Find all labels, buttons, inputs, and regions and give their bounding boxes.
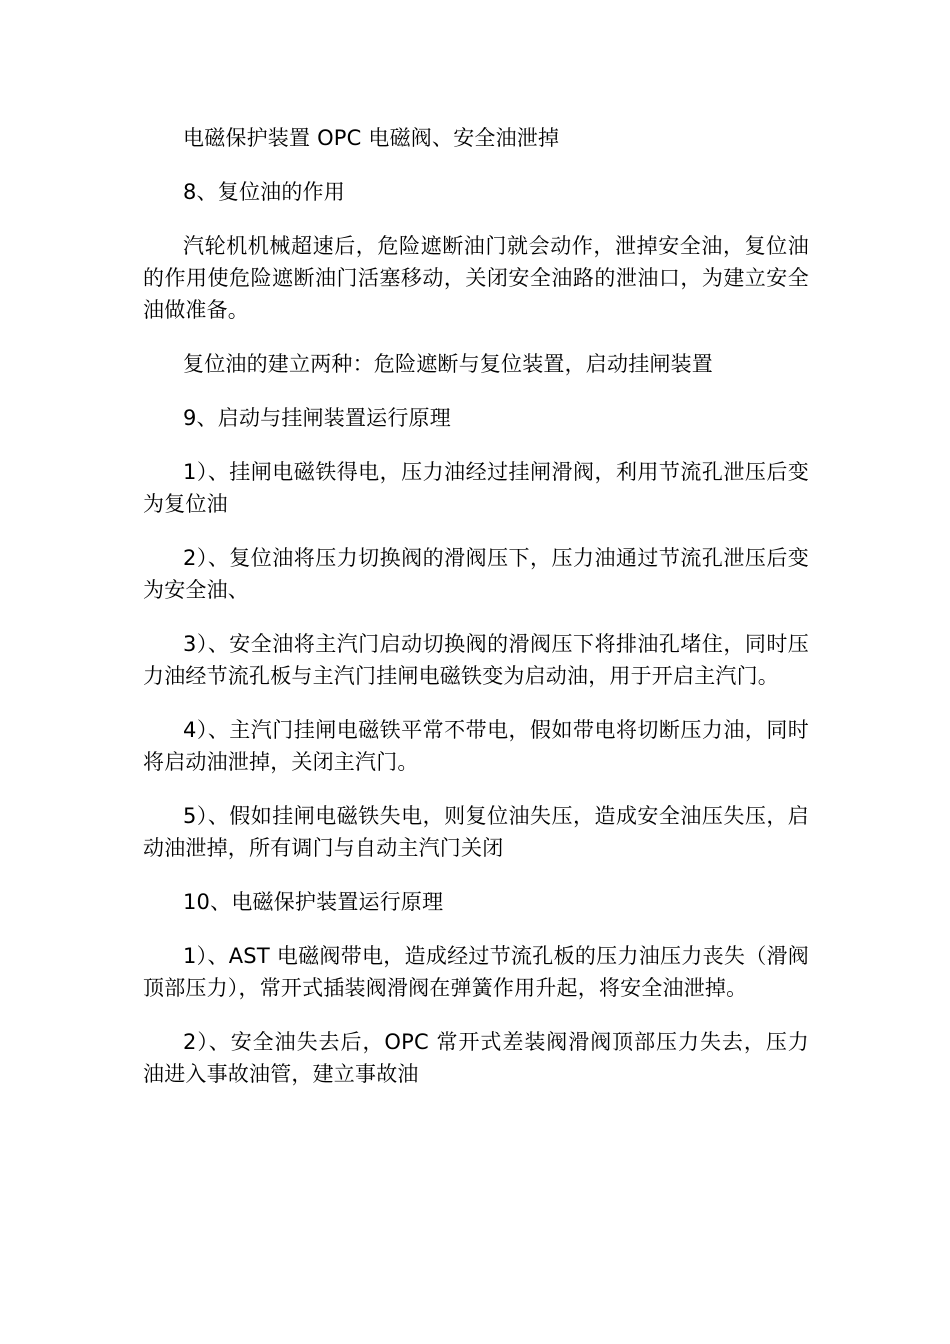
list-item-9-5: 5）、假如挂闸电磁铁失电，则复位油失压，造成安全油压失压，启动油泄掉，所有调门与自动主汽门关闭 (143, 804, 809, 860)
paragraph-opc-valve: 电磁保护装置 OPC 电磁阀、安全油泄掉 (183, 126, 560, 150)
document-page (143, 122, 809, 1090)
list-item-9-2: 2）、复位油将压力切换阀的滑阀压下，压力油通过节流孔泄压后变为安全油、 (143, 546, 809, 602)
heading-10-electromagnetic: 10、电磁保护装置运行原理 (183, 890, 444, 914)
list-item-9-1: 1）、挂闸电磁铁得电，压力油经过挂闸滑阀，利用节流孔泄压后变为复位油 (143, 460, 809, 516)
list-item-10-2: 2）、安全油失去后，OPC 常开式差装阀滑阀顶部压力失去，压力油进入事故油管，建立事故油 (143, 1030, 809, 1086)
list-item-9-3: 3）、安全油将主汽门启动切换阀的滑阀压下将排油孔堵住，同时压力油经节流孔板与主汽门挂闸电磁铁变为启动油，用于开启主汽门。 (143, 632, 809, 688)
paragraph-reset-oil-function: 汽轮机机械超速后，危险遮断油门就会动作，泄掉安全油，复位油的作用使危险遮断油门活塞移动，关闭安全油路的泄油口，为建立安全油做准备。 (143, 234, 809, 322)
heading-9-start-latch: 9、启动与挂闸装置运行原理 (183, 406, 451, 430)
list-item-9-4: 4）、主汽门挂闸电磁铁平常不带电，假如带电将切断压力油，同时将启动油泄掉，关闭主汽门。 (143, 718, 809, 774)
heading-8-reset-oil: 8、复位油的作用 (183, 180, 345, 204)
list-item-10-1: 1）、AST 电磁阀带电，造成经过节流孔板的压力油压力丧失（滑阀顶部压力），常开式插装阀滑阀在弹簧作用升起，将安全油泄掉。 (143, 944, 809, 1000)
paragraph-reset-oil-sources: 复位油的建立两种：危险遮断与复位装置，启动挂闸装置 (183, 352, 713, 376)
